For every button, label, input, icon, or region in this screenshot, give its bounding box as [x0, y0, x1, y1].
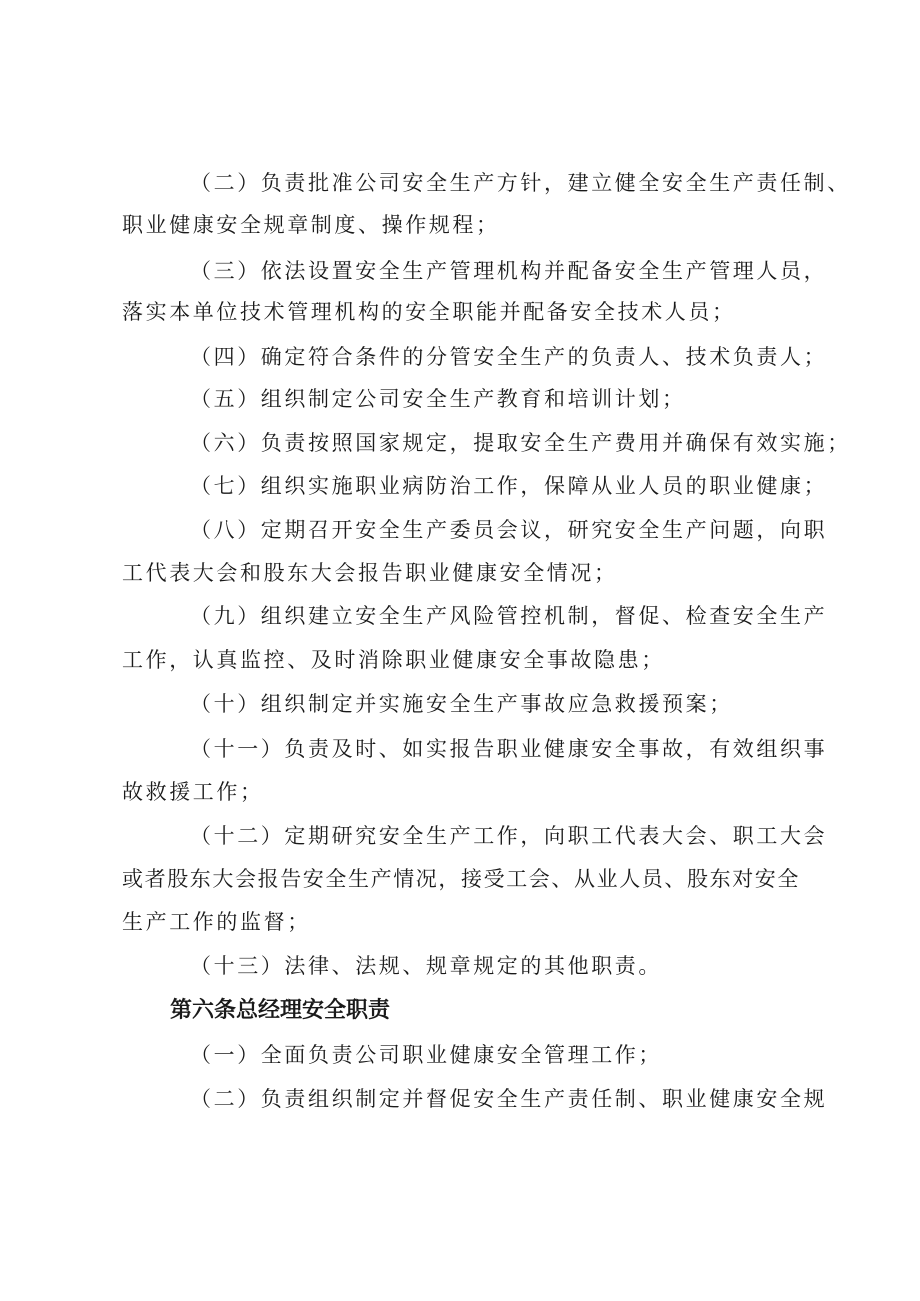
article-6-clause-1: （一）全面负责公司职业健康安全管理工作；: [190, 1043, 662, 1067]
clause-2-line-1: （二）负责批准公司安全生产方针，建立健全安全生产责任制、: [190, 171, 851, 195]
clause-7-line-1: （七）组织实施职业病防治工作，保障从业人员的职业健康；: [190, 474, 828, 498]
clause-6-line-1: （六）负责按照国家规定，提取安全生产费用并确保有效实施；: [190, 431, 851, 455]
clause-9-line-1: （九）组织建立安全生产风险管控机制，督促、检查安全生产: [190, 604, 828, 628]
article-6-clause-2: （二）负责组织制定并督促安全生产责任制、职业健康安全规: [190, 1087, 828, 1111]
article-6-heading: 第六条总经理安全职责: [170, 998, 391, 1023]
clause-2-line-2: 职业健康安全规章制度、操作规程；: [122, 213, 500, 237]
clause-11-line-2: 故救援工作；: [122, 780, 264, 804]
clause-9-line-2: 工作，认真监控、及时消除职业健康安全事故隐患；: [122, 648, 665, 672]
clause-3-line-2: 落实本单位技术管理机构的安全职能并配备安全技术人员；: [122, 300, 736, 324]
clause-10-line-1: （十）组织制定并实施安全生产事故应急救援预案；: [190, 692, 733, 716]
clause-5-line-1: （五）组织制定公司安全生产教育和培训计划；: [190, 387, 686, 411]
clause-8-line-2: 工代表大会和股东大会报告职业健康安全情况；: [122, 561, 618, 585]
clause-12-line-3: 生产工作的监督；: [122, 910, 311, 934]
clause-11-line-1: （十一）负责及时、如实报告职业健康安全事故，有效组织事: [190, 737, 828, 761]
clause-13-line-1: （十三）法律、法规、规章规定的其他职责。: [190, 954, 662, 978]
clause-3-line-1: （三）依法设置安全生产管理机构并配备安全生产管理人员，: [190, 259, 828, 283]
clause-8-line-1: （八）定期召开安全生产委员会议，研究安全生产问题，向职: [190, 518, 828, 542]
clause-4-line-1: （四）确定符合条件的分管安全生产的负责人、技术负责人；: [190, 345, 828, 369]
clause-12-line-1: （十二）定期研究安全生产工作，向职工代表大会、职工大会: [190, 824, 828, 848]
clause-12-line-2: 或者股东大会报告安全生产情况，接受工会、从业人员、股东对安全: [122, 867, 800, 891]
